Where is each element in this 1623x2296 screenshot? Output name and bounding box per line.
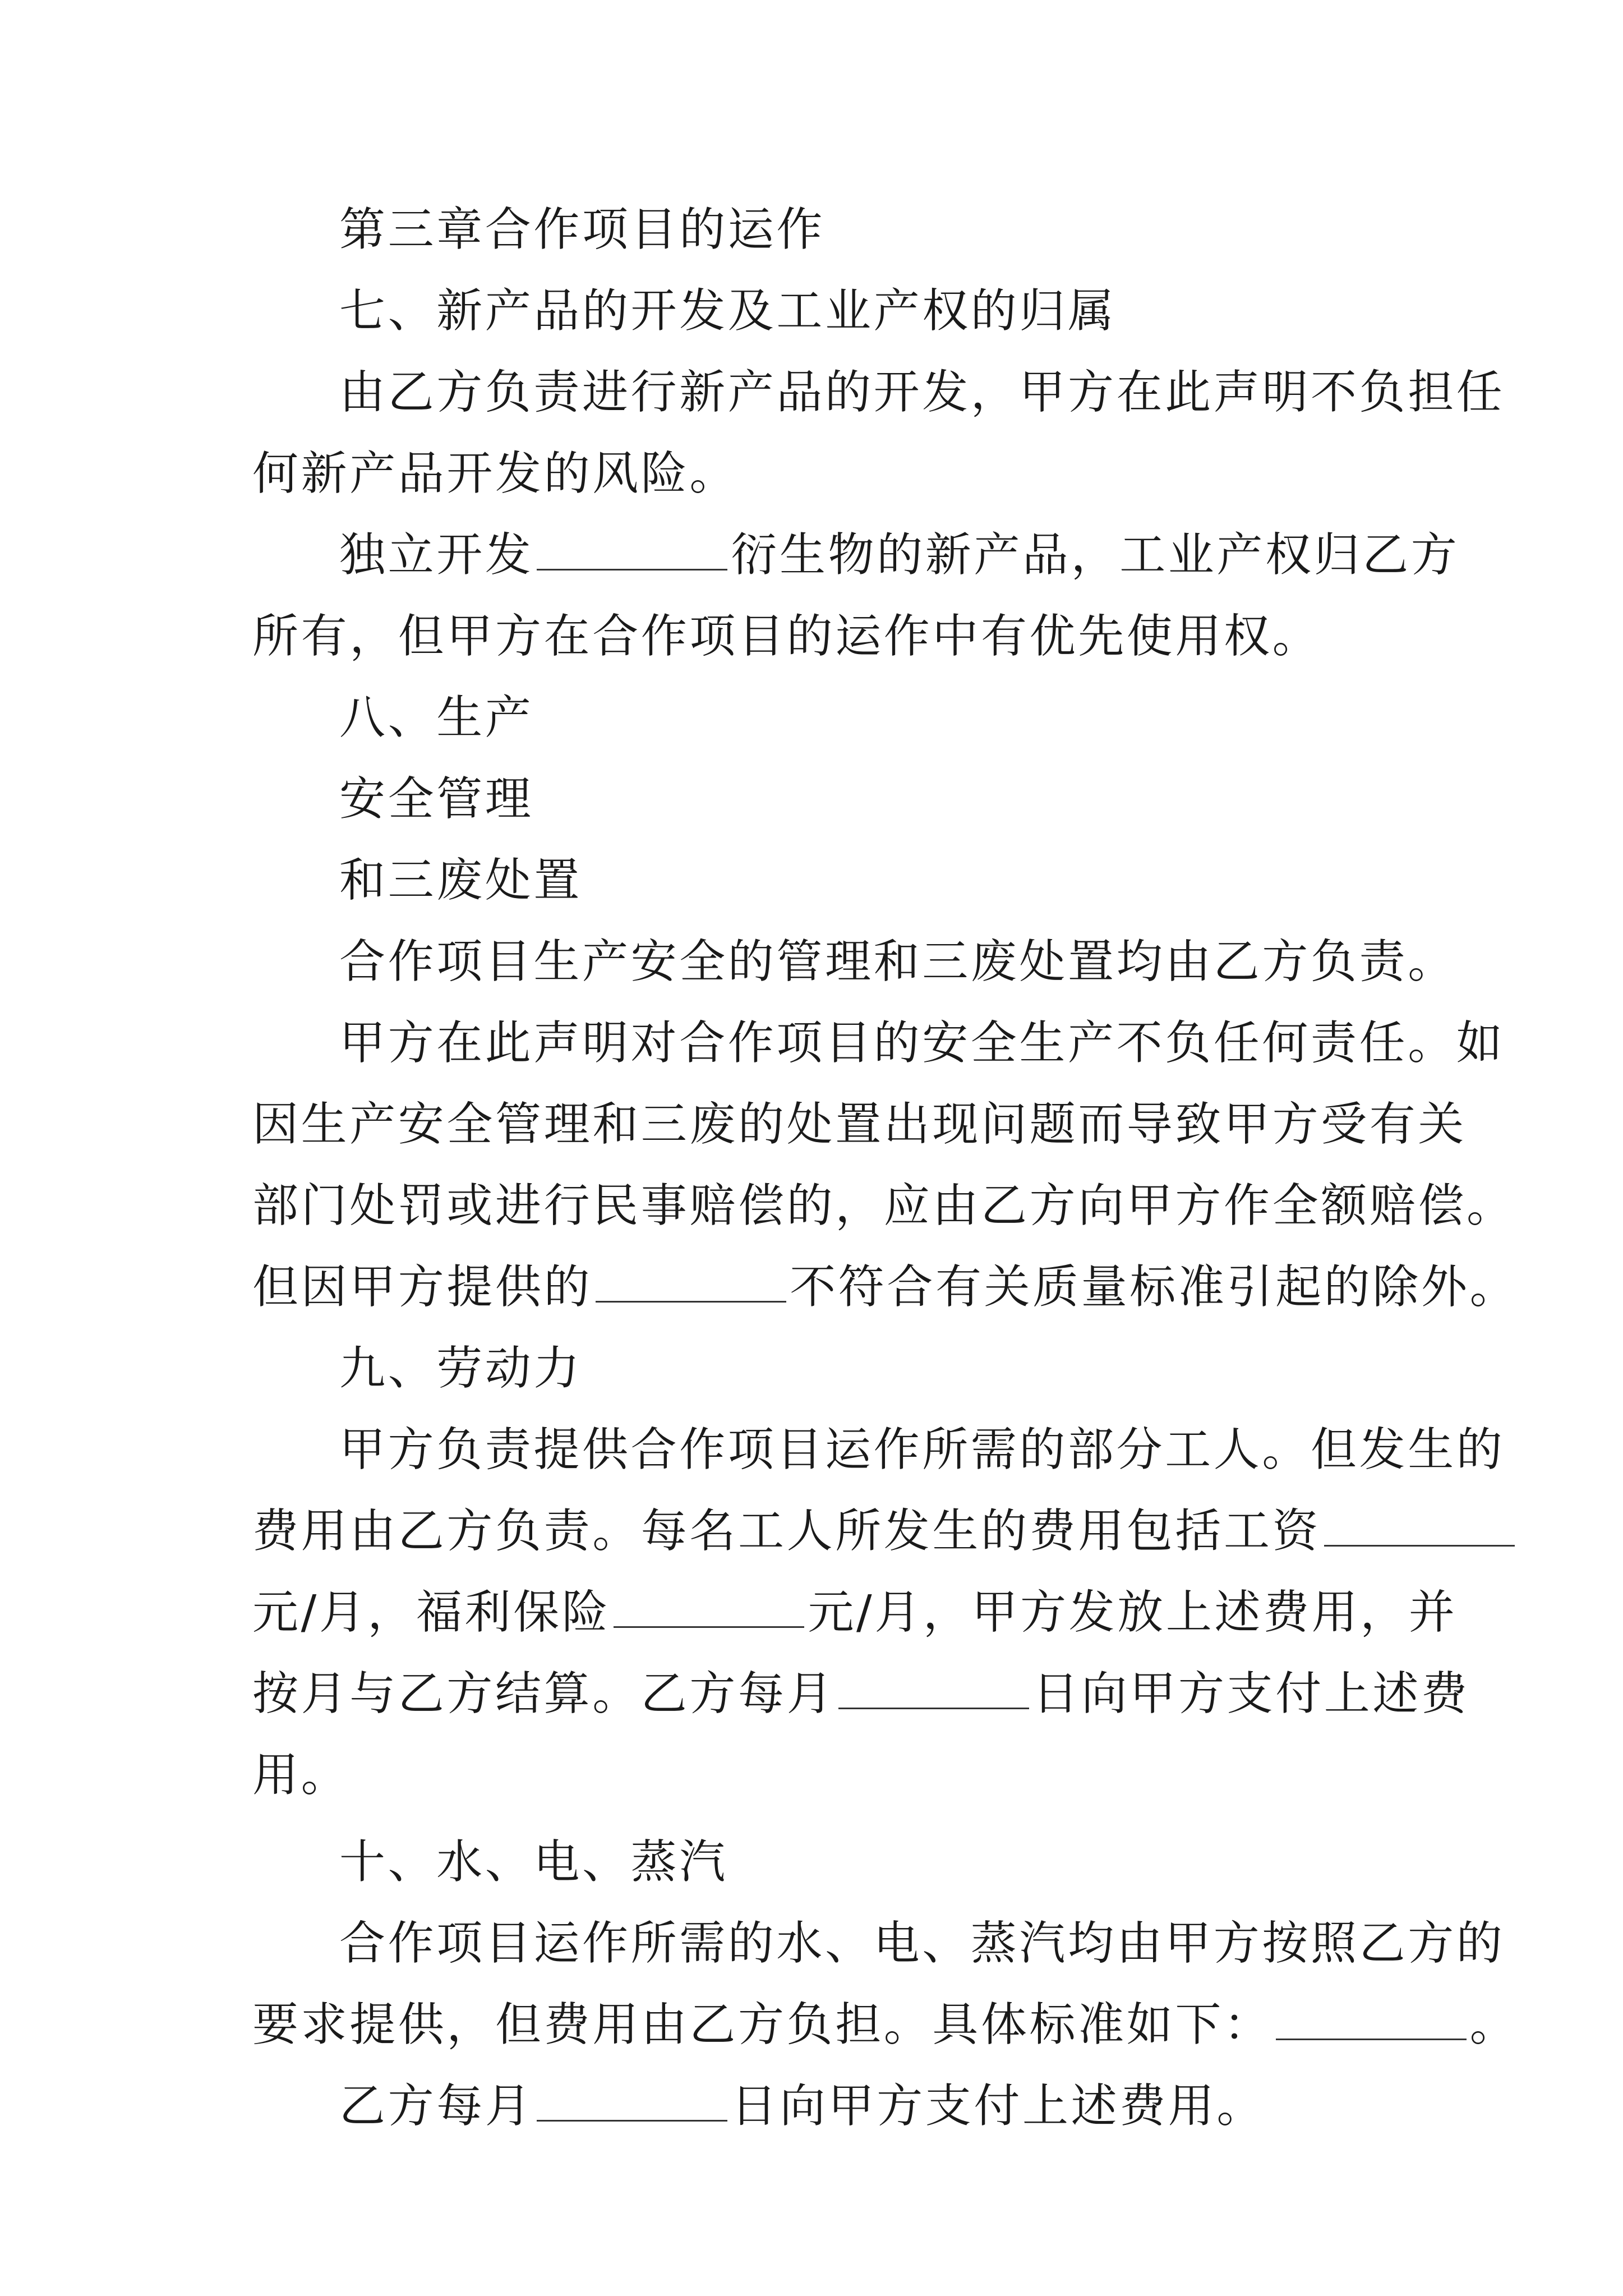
section-8-text-line: 部门处罚或进行民事赔偿的，应由乙方向甲方作全额赔偿。 — [252, 1179, 1515, 1232]
text-fragment: 乙方每月 — [339, 2079, 534, 2133]
section-8-text-line: 合作项目生产安全的管理和三废处置均由乙方负责。 — [339, 935, 1456, 988]
section-9-text-line — [252, 1655, 1470, 1733]
section-heading-8-line: 和三废处置 — [339, 854, 583, 907]
fill-in-blank — [838, 1663, 1029, 1709]
section-heading-7: 七、新产品的开发及工业产权的归属 — [339, 284, 1117, 338]
fill-in-blank — [537, 2076, 727, 2122]
text-fragment: 元/月，福利保险 — [252, 1586, 611, 1639]
text-fragment: 日向甲方支付上述费用。 — [731, 2079, 1266, 2133]
section-7-text-line: 由乙方负责进行新产品的开发，甲方在此声明不负担任 — [339, 366, 1505, 419]
section-heading-9: 九、劳动力 — [339, 1342, 583, 1395]
section-heading-8-line: 安全管理 — [339, 772, 534, 826]
text-fragment: 按月与乙方结算。乙方每月 — [252, 1667, 836, 1720]
fill-in-blank — [614, 1582, 804, 1628]
section-10-text-line: 合作项目运作所需的水、电、蒸汽均由甲方按照乙方的 — [339, 1917, 1505, 1970]
text-fragment: 费用由乙方负责。每名工人所发生的费用包括工资 — [252, 1504, 1321, 1558]
section-10-text-line — [252, 1986, 1518, 2064]
text-fragment: 独立开发 — [339, 528, 534, 582]
fill-in-blank — [596, 1257, 786, 1303]
section-8-text-line: 甲方在此声明对合作项目的安全生产不负任何责任。如 — [339, 1016, 1505, 1070]
section-7-text-line — [339, 516, 1459, 595]
text-fragment: 。 — [1469, 1998, 1519, 2051]
section-9-text-line: 用。 — [252, 1749, 350, 1802]
section-8-text-line — [252, 1248, 1518, 1327]
section-8-text-line: 因生产安全管理和三废的处置出现问题而导致甲方受有关 — [252, 1098, 1467, 1151]
text-fragment: 衍生物的新产品，工业产权归乙方 — [731, 528, 1460, 582]
text-fragment: 要求提供，但费用由乙方负担。具体标准如下： — [252, 1998, 1272, 2051]
text-fragment: 但因甲方提供的 — [252, 1260, 593, 1314]
section-10-text-line — [339, 2067, 1265, 2146]
section-9-text-line: 甲方负责提供合作项目运作所需的部分工人。但发生的 — [339, 1423, 1505, 1476]
section-heading-10: 十、水、电、蒸汽 — [339, 1835, 728, 1889]
section-9-text-line — [252, 1492, 1518, 1571]
fill-in-blank — [537, 524, 727, 570]
fill-in-blank — [1276, 1994, 1467, 2040]
section-7-text-line: 所有，但甲方在合作项目的运作中有优先使用权。 — [252, 610, 1321, 663]
fill-in-blank — [1324, 1501, 1515, 1547]
section-heading-8: 八、生产 — [339, 691, 534, 744]
section-7-text-line: 何新产品开发的风险。 — [252, 447, 739, 500]
section-9-text-line — [252, 1573, 1457, 1652]
text-fragment: 不符合有关质量标准引起的除外。 — [790, 1260, 1519, 1314]
chapter-title: 第三章合作项目的运作 — [339, 203, 826, 256]
text-fragment: 元/月，甲方发放上述费用，并 — [808, 1586, 1458, 1639]
text-fragment: 日向甲方支付上述费 — [1032, 1667, 1470, 1720]
